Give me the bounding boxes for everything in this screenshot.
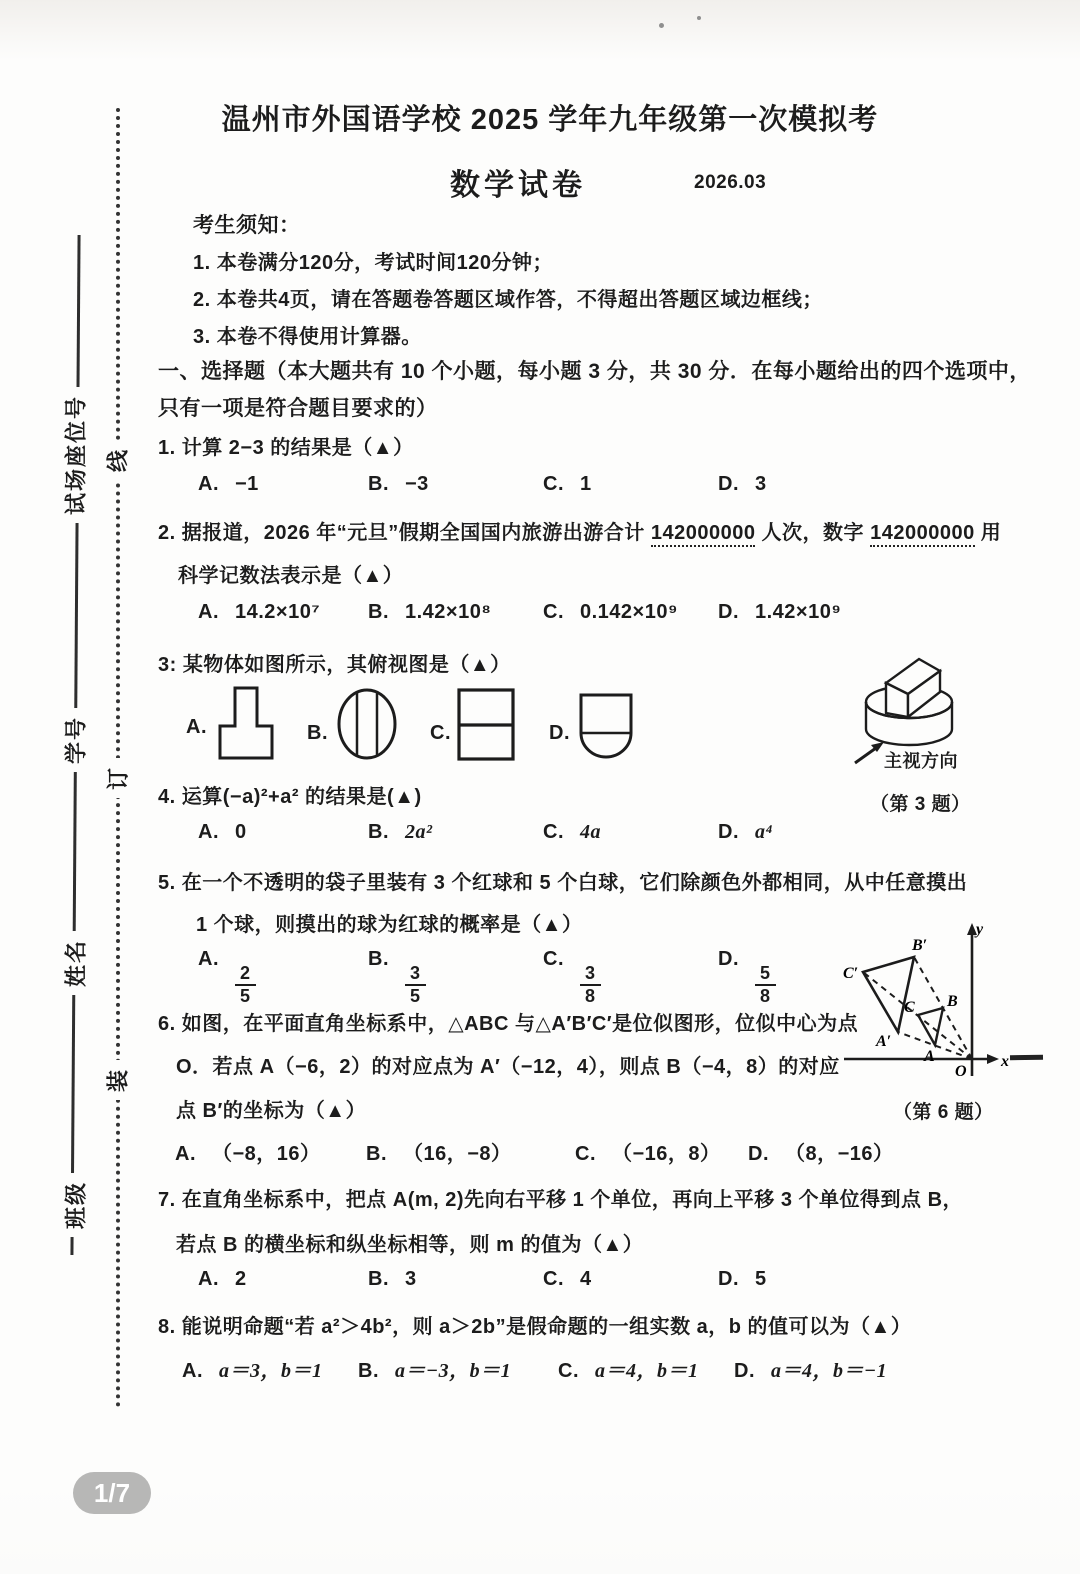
fraction-denominator: 5 (410, 985, 421, 1006)
fraction (235, 964, 256, 1006)
q2-options-row (160, 601, 1040, 641)
option-value: a＝4，b＝−1 (771, 1360, 888, 1382)
label-B-prime: B′ (912, 937, 928, 954)
option-value: 0.142×10⁹ (580, 601, 678, 623)
label-x-axis: x (1001, 1053, 1009, 1070)
option-label: A. (198, 1268, 219, 1290)
option-label: D. (748, 1143, 769, 1165)
q2-line2: 科学记数法表示是（▲） (178, 565, 404, 587)
option-label: D. (734, 1360, 755, 1382)
scan-speck (659, 23, 664, 28)
q8-option-a (182, 1354, 323, 1383)
q3-label-a: A. (186, 716, 207, 738)
q6-line3: 点 B′的坐标为（▲） (176, 1100, 367, 1122)
notice-heading: 考生须知： (193, 214, 301, 237)
scan-speck (697, 16, 701, 20)
q6-line2: O．若点 A（−6，2）的对应点为 A′（−12，4），则点 B（−4，8）的对应 (176, 1056, 840, 1078)
q2-option-b (368, 601, 491, 624)
q2-number-2: 142000000 (870, 522, 975, 547)
q5-line2: 1 个球，则摸出的球为红球的概率是（▲） (196, 914, 583, 936)
fraction (580, 964, 601, 1006)
option-value: −1 (235, 473, 259, 495)
ray-O-B1 (914, 957, 972, 1059)
q4-options-row (160, 821, 1040, 861)
q6-option-a (175, 1137, 321, 1166)
section1-heading-line2: 只有一项是符合题目要求的） (158, 397, 438, 420)
option-label: A. (175, 1143, 196, 1165)
option-label: B. (368, 948, 389, 970)
option-value: 3 (405, 1268, 417, 1290)
option-value: a⁴ (755, 821, 773, 843)
q5-option-b (368, 948, 426, 1006)
q8-option-b (358, 1354, 511, 1383)
option-value: 5 (755, 1268, 767, 1290)
option-label: D. (718, 948, 739, 970)
triangle-ABC (918, 1008, 943, 1045)
q1-option-d (718, 473, 767, 496)
option-value: 1.42×10⁸ (405, 601, 492, 623)
seat-number-label: 试场座位号 (60, 387, 91, 523)
fraction-denominator: 8 (585, 985, 596, 1006)
option-label: B. (368, 473, 389, 495)
option-value: a＝3，b＝1 (219, 1360, 323, 1382)
q7-option-a (198, 1268, 247, 1291)
q6-line1: 6. 如图，在平面直角坐标系中，△ABC 与△A′B′C′是位似图形，位似中心为点 (158, 1013, 859, 1035)
option-label: B. (368, 601, 389, 623)
q8-text: 8. 能说明命题“若 a²＞4b²，则 a＞2b”是假命题的一组实数 a，b 的值可以为（▲） (158, 1316, 912, 1338)
q5-option-a (198, 948, 256, 1006)
notice-item-1: 1. 本卷满分120分，考试时间120分钟； (193, 252, 553, 274)
fraction (755, 964, 776, 1006)
section1-heading-line1: 一、选择题（本大题共有 10 个小题，每小题 3 分，共 30 分．在每小题给出的四个选项中， (158, 360, 1031, 383)
label-y-axis: y (976, 921, 984, 938)
paper-title: 温州市外国语学校 2025 学年九年级第一次模拟考 (221, 104, 879, 136)
binding-char-zhuang: 装 (102, 1060, 133, 1100)
q6-figure-coordinate (838, 918, 1018, 1083)
q3-figure-caption: （第 3 题） (870, 794, 971, 815)
q7-options-row (160, 1268, 1040, 1308)
paper-subtitle: 数学试卷 (450, 169, 586, 202)
q1-option-b (368, 473, 429, 496)
option-value: −3 (405, 473, 429, 495)
fraction-numerator: 3 (405, 964, 426, 986)
q7-option-d (718, 1268, 767, 1291)
q1-options-row (160, 473, 1040, 513)
q6-figure-caption: （第 6 题） (893, 1102, 994, 1123)
option-label: A. (182, 1360, 203, 1382)
option-label: A. (198, 473, 219, 495)
q2-option-d (718, 601, 841, 624)
option-label: D. (718, 821, 739, 843)
label-A-prime: A′ (876, 1033, 892, 1050)
option-value: 14.2×10⁷ (235, 601, 321, 623)
fraction-denominator: 5 (240, 985, 251, 1006)
option-value: 1 (580, 473, 592, 495)
q2-line1 (158, 516, 1001, 545)
option-label: B. (366, 1143, 387, 1165)
q3-figure-direction-label: 主视方向 (884, 751, 958, 771)
q3-label-b: B. (307, 722, 328, 744)
option-value: 1.42×10⁹ (755, 601, 842, 623)
q4-option-d (718, 821, 773, 844)
option-label: C. (543, 473, 564, 495)
option-value: （16，−8） (403, 1143, 512, 1165)
option-label: C. (575, 1143, 596, 1165)
q4-option-c (543, 821, 601, 844)
option-label: C. (543, 1268, 564, 1290)
label-O: O (955, 1063, 967, 1080)
q8-option-c (558, 1354, 699, 1383)
name-label: 姓名 (60, 931, 91, 995)
q3-text: 3: 某物体如图所示，其俯视图是（▲） (158, 654, 511, 676)
q3-option-b-shape (336, 687, 398, 761)
triangle-A1B1C1 (863, 957, 914, 1032)
q2-text-segment: 用 (974, 522, 1002, 544)
fraction (405, 964, 426, 1006)
q2-text-segment: 人次，数字 (755, 522, 871, 544)
option-label: C. (543, 601, 564, 623)
q5-line1: 5. 在一个不透明的袋子里装有 3 个红球和 5 个白球，它们除颜色外都相同，从中任意摸出 (158, 872, 968, 894)
fraction-numerator: 5 (755, 964, 776, 986)
option-label: A. (198, 821, 219, 843)
student-id-label: 学号 (60, 708, 91, 772)
label-B: B (947, 993, 958, 1010)
fraction-denominator: 8 (760, 985, 771, 1006)
option-value: a＝−3，b＝1 (395, 1360, 512, 1382)
fraction-numerator: 2 (235, 964, 256, 986)
q3-option-d-shape (579, 693, 633, 759)
q6-option-c (575, 1137, 721, 1166)
q6-option-b (366, 1137, 512, 1166)
option-value: a＝4，b＝1 (595, 1360, 699, 1382)
q1-option-c (543, 473, 592, 496)
q2-text-segment: 2. 据报道，2026 年“元旦”假期全国国内旅游出游合计 (158, 522, 651, 544)
option-label: A. (198, 601, 219, 623)
option-value: 0 (235, 821, 247, 843)
q2-option-c (543, 601, 678, 624)
notice-item-2: 2. 本卷共4页，请在答题卷答题区域作答，不得超出答题区域边框线； (193, 289, 823, 311)
binding-char-xian: 线 (102, 440, 133, 480)
q7-line1: 7. 在直角坐标系中，把点 A(m, 2)先向右平移 1 个单位，再向上平移 3 个单位得到点 B， (158, 1189, 964, 1211)
option-value: （−8，16） (212, 1143, 321, 1165)
paper-date: 2026.03 (694, 172, 767, 193)
q4-option-b (368, 821, 433, 844)
label-A: A (924, 1048, 935, 1065)
option-label: B. (368, 1268, 389, 1290)
option-value: （−16，8） (612, 1143, 721, 1165)
label-C-prime: C′ (843, 965, 859, 982)
q2-option-a (198, 601, 320, 624)
option-value: （8，−16） (785, 1143, 894, 1165)
q3-label-c: C. (430, 722, 451, 744)
front-view-arrow (855, 748, 876, 763)
notice-item-3: 3. 本卷不得使用计算器。 (193, 326, 422, 348)
option-label: C. (543, 948, 564, 970)
q6-option-d (748, 1137, 894, 1166)
option-label: D. (718, 473, 739, 495)
q7-option-c (543, 1268, 592, 1291)
q7-option-b (368, 1268, 417, 1291)
option-label: D. (718, 1268, 739, 1290)
class-label: 班级 (60, 1173, 91, 1237)
q5-option-d (718, 948, 776, 1006)
option-label: D. (718, 601, 739, 623)
option-value: 2 (235, 1268, 247, 1290)
q3-option-a-shape (218, 686, 274, 760)
q3-label-d: D. (549, 722, 570, 744)
binding-char-ding: 订 (102, 758, 133, 798)
option-value: 4a (580, 821, 601, 843)
option-label: A. (198, 948, 219, 970)
label-C: C (904, 999, 915, 1016)
q1-text: 1. 计算 2−3 的结果是（▲） (158, 437, 414, 459)
option-label: C. (558, 1360, 579, 1382)
option-value: 3 (755, 473, 767, 495)
option-label: B. (358, 1360, 379, 1382)
q5-option-c (543, 948, 601, 1006)
option-label: C. (543, 821, 564, 843)
q4-option-a (198, 821, 247, 844)
option-value: 2a² (405, 821, 433, 843)
q3-option-c-shape (457, 688, 515, 761)
q8-option-d (734, 1354, 887, 1383)
q1-option-a (198, 473, 259, 496)
q6-options-row (160, 1137, 1040, 1177)
q7-line2: 若点 B 的横坐标和纵坐标相等，则 m 的值为（▲） (176, 1234, 644, 1256)
option-value: 4 (580, 1268, 592, 1290)
q2-number-1: 142000000 (651, 522, 756, 547)
option-label: B. (368, 821, 389, 843)
fraction-numerator: 3 (580, 964, 601, 986)
q8-options-row (160, 1354, 1040, 1394)
q4-text: 4. 运算(−a)²+a² 的结果是(▲) (158, 786, 422, 808)
page-indicator: 1/7 (73, 1472, 151, 1514)
